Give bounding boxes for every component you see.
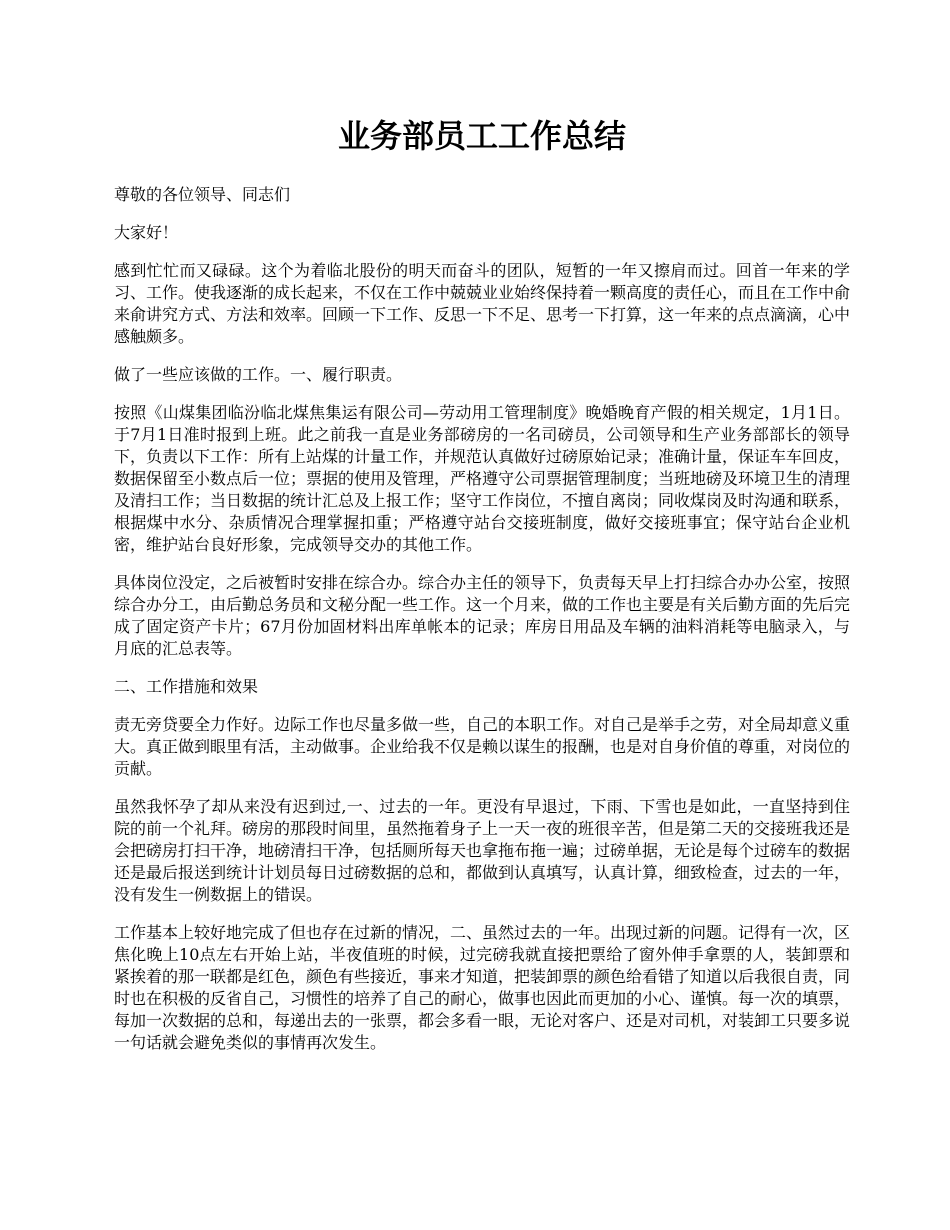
attendance-paragraph: 虽然我怀孕了却从来没有迟到过,一、过去的一年。更没有早退过，下雨、下雪也是如此，一直坚持到住院的前一个礼拜。磅房的那段时间里，虽然拖着身子上一天一夜的班很辛苦，但是第二天的交接班我还是会把磅房打扫干净，地磅清扫干净，包括厕所每天也拿拖布拖一遍；过磅单据，无论是每个过磅车的数据还是最后报送到统计计划员每日过磅数据的总和，都做到认真填写，认真计算，细致检查，过去的一年，没有发生一例数据上的错误。 (114, 797, 851, 904)
office-work-paragraph: 具体岗位没定，之后被暂时安排在综合办。综合办主任的领导下，负责每天早上打扫综合办办公室，按照综合办分工，由后勤总务员和文秘分配一些工作。这一个月来，做的工作也主要是有关后勤方面的先后完成了固定资产卡片；67月份加固材料出库单帐本的记录；库房日用品及车辆的油料消耗等电脑录入，与月底的汇总表等。 (114, 573, 851, 658)
greeting: 大家好！ (114, 223, 179, 242)
duties-paragraph: 按照《山煤集团临汾临北煤焦集运有限公司—劳动用工管理制度》晚婚晚育产假的相关规定，1月1日。于7月1日准时报到上班。此之前我一直是业务部磅房的一名司磅员，公司领导和生产业务部部长的领导下，负责以下工作：所有上站煤的计量工作，并规范认真做好过磅原始记录；准确计量，保证车车回皮，数据保留至小数点后一位；票据的使用及管理，严格遵守公司票据管理制度；当班地磅及环境卫生的清理及清扫工作；当日数据的统计汇总及上报工作；坚守工作岗位，不擅自离岗；同收煤岗及时沟通和联系，根据煤中水分、杂质情况合理掌握扣重；严格遵守站台交接班制度，做好交接班事宜；保守站台企业机密，维护站台良好形象，完成领导交办的其他工作。 (114, 403, 851, 554)
section-heading-measures: 二、工作措施和效果 (114, 677, 259, 696)
section-heading-duties: 做了一些应该做的工作。一、履行职责。 (114, 365, 403, 384)
responsibility-paragraph: 责无旁贷要全力作好。边际工作也尽量多做一些，自己的本职工作。对自己是举手之劳，对全局却意义重大。真正做到眼里有活，主动做事。企业给我不仅是赖以谋生的报酬，也是对自身价值的尊重，对岗位的贡献。 (114, 715, 851, 778)
issues-paragraph: 工作基本上较好地完成了但也存在过新的情况，二、虽然过去的一年。出现过新的问题。记得有一次，区焦化晚上10点左右开始上站，半夜值班的时候，过完磅我就直接把票给了窗外伸手拿票的人，装卸票和紧挨着的那一联都是红色，颜色有些接近，事来才知道，把装卸票的颜色给看错了知道以后我很自责，同时也在积极的反省自己，习惯性的培养了自己的耐心，做事也因此而更加的小心、谨慎。每一次的填票，每加一次数据的总和，每递出去的一张票，都会多看一眼，无论对客户、还是对司机，对装卸工只要多说一句话就会避免类似的事情再次发生。 (114, 923, 851, 1052)
salutation: 尊敬的各位领导、同志们 (114, 185, 291, 204)
intro-paragraph: 感到忙忙而又碌碌。这个为着临北股份的明天而奋斗的团队，短暂的一年又擦肩而过。回首一年来的学习、工作。使我逐渐的成长起来，不仅在工作中兢兢业业始终保持着一颗高度的责任心，而且在工作中俞来俞讲究方式、方法和效率。回顾一下工作、反思一下不足、思考一下打算，这一年来的点点滴滴，心中感触颇多。 (114, 261, 851, 346)
document-title: 业务部员工工作总结 (337, 117, 626, 155)
